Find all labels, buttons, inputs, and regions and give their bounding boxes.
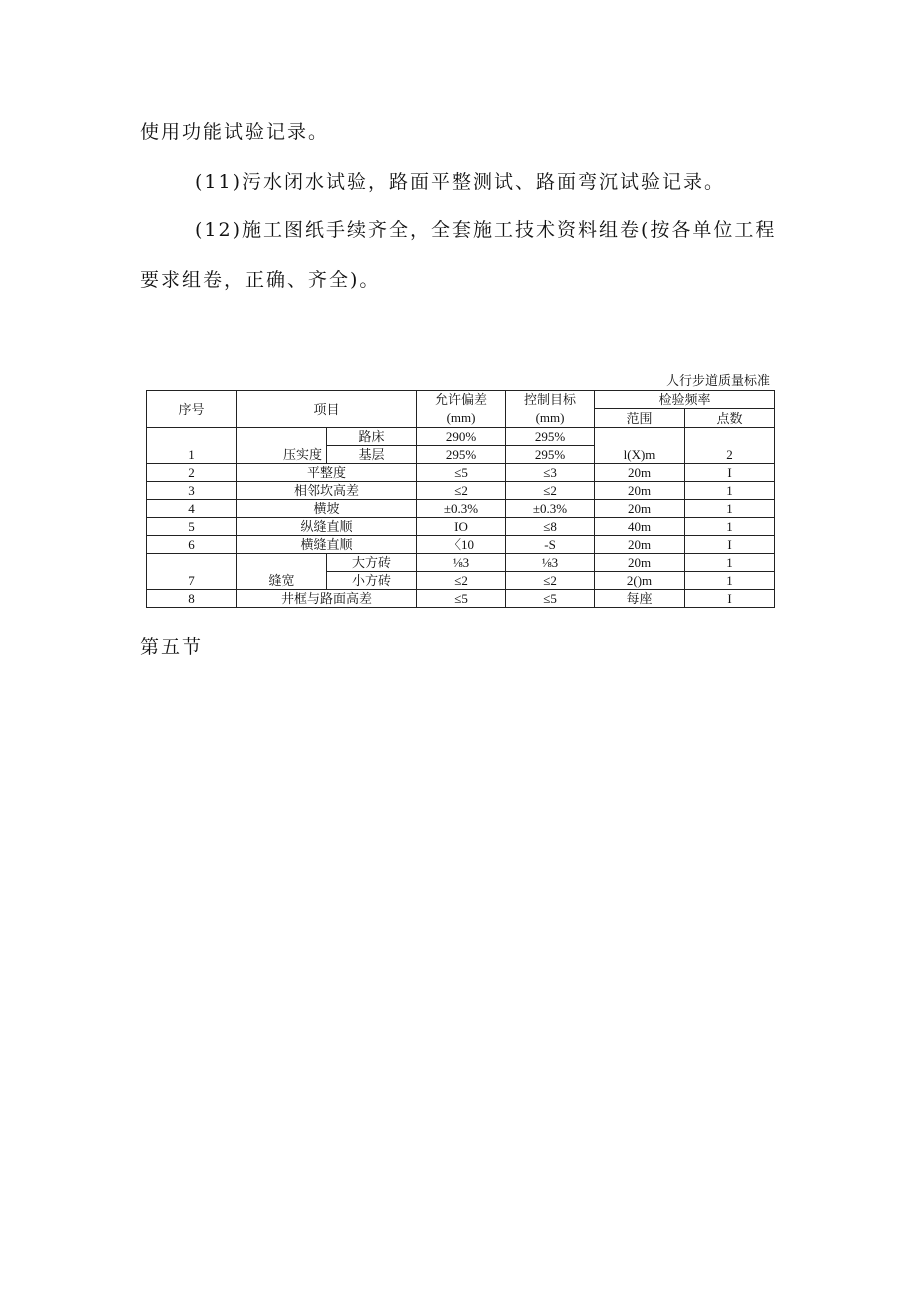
- cell-tolerance: ≤5: [417, 464, 506, 482]
- cell-points: 1: [685, 500, 775, 518]
- cell-tolerance: ±0.3%: [417, 500, 506, 518]
- cell-points: I: [685, 536, 775, 554]
- cell-target: ≤2: [506, 482, 595, 500]
- table-caption: 人行步道质量标准: [665, 374, 770, 389]
- cell-seq: 5: [147, 518, 237, 536]
- header-target-label: 控制目标: [524, 392, 577, 407]
- header-tolerance-label: 允许偏差: [435, 392, 488, 407]
- cell-range: 40m: [595, 518, 685, 536]
- cell-seq: 8: [147, 590, 237, 608]
- sidewalk-quality-standard-table: [146, 390, 775, 608]
- cell-range: 20m: [595, 536, 685, 554]
- section-heading: 第五节: [140, 636, 204, 658]
- table-row: [147, 464, 775, 482]
- cell-points: 1: [685, 572, 775, 590]
- cell-subitem: 路床: [327, 428, 417, 446]
- cell-target: ≤2: [506, 572, 595, 590]
- table-row: [147, 518, 775, 536]
- cell-target: ±0.3%: [506, 500, 595, 518]
- cell-target: 295%: [506, 428, 595, 446]
- cell-target: ≤3: [506, 464, 595, 482]
- table-row: [147, 500, 775, 518]
- cell-points: 2: [685, 428, 775, 464]
- cell-item: 压实度: [237, 428, 327, 464]
- cell-points: I: [685, 464, 775, 482]
- table-header-row: [147, 391, 775, 409]
- cell-target: ≤5: [506, 590, 595, 608]
- cell-target: ≤8: [506, 518, 595, 536]
- cell-item: 横坡: [237, 500, 417, 518]
- cell-subitem: 大方砖: [327, 554, 417, 572]
- cell-range: 20m: [595, 482, 685, 500]
- cell-range: l(X)m: [595, 428, 685, 464]
- cell-item: 相邻坎高差: [237, 482, 417, 500]
- cell-seq: 3: [147, 482, 237, 500]
- table-row: [147, 536, 775, 554]
- cell-seq: 7: [147, 554, 237, 590]
- cell-target: -S: [506, 536, 595, 554]
- cell-seq: 6: [147, 536, 237, 554]
- paragraph-usage-test-record: 使用功能试验记录。: [140, 121, 330, 143]
- paragraph-item-12: (12)施工图纸手续齐全，全套施工技术资料组卷(按各单位工程要求组卷，正确、齐全)。: [140, 219, 777, 291]
- cell-seq: 4: [147, 500, 237, 518]
- header-frequency: 检验频率: [595, 391, 775, 409]
- cell-range: 20m: [595, 500, 685, 518]
- cell-tolerance: ≤2: [417, 482, 506, 500]
- cell-subitem: 小方砖: [327, 572, 417, 590]
- cell-tolerance: ≤5: [417, 590, 506, 608]
- cell-item: 纵缝直顺: [237, 518, 417, 536]
- cell-item: 井框与路面高差: [237, 590, 417, 608]
- cell-points: 1: [685, 518, 775, 536]
- cell-range: 20m: [595, 464, 685, 482]
- cell-points: 1: [685, 482, 775, 500]
- cell-tolerance: 295%: [417, 446, 506, 464]
- cell-item: 横缝直顺: [237, 536, 417, 554]
- cell-range: 每座: [595, 590, 685, 608]
- cell-target: 295%: [506, 446, 595, 464]
- cell-points: I: [685, 590, 775, 608]
- cell-target: ⅛3: [506, 554, 595, 572]
- header-tolerance: [417, 391, 506, 428]
- table-row: [147, 554, 775, 572]
- table-row: [147, 482, 775, 500]
- cell-tolerance: ⅛3: [417, 554, 506, 572]
- cell-tolerance: 290%: [417, 428, 506, 446]
- cell-range: 2()m: [595, 572, 685, 590]
- header-target-unit: (mm): [535, 410, 565, 425]
- cell-item: 平整度: [237, 464, 417, 482]
- cell-tolerance: 〈10: [417, 536, 506, 554]
- cell-item: 缝宽: [237, 554, 327, 590]
- cell-seq: 2: [147, 464, 237, 482]
- table-row: [147, 428, 775, 446]
- header-seq: 序号: [147, 391, 237, 428]
- header-item: 项目: [237, 391, 417, 428]
- cell-range: 20m: [595, 554, 685, 572]
- header-tolerance-unit: (mm): [446, 410, 476, 425]
- cell-subitem: 基层: [327, 446, 417, 464]
- header-points: 点数: [685, 409, 775, 428]
- header-range: 范围: [595, 409, 685, 428]
- table-row: [147, 590, 775, 608]
- paragraph-item-11: (11)污水闭水试验，路面平整测试、路面弯沉试验记录。: [195, 171, 726, 193]
- cell-seq: 1: [147, 428, 237, 464]
- cell-tolerance: ≤2: [417, 572, 506, 590]
- cell-tolerance: IO: [417, 518, 506, 536]
- cell-points: 1: [685, 554, 775, 572]
- header-target: [506, 391, 595, 428]
